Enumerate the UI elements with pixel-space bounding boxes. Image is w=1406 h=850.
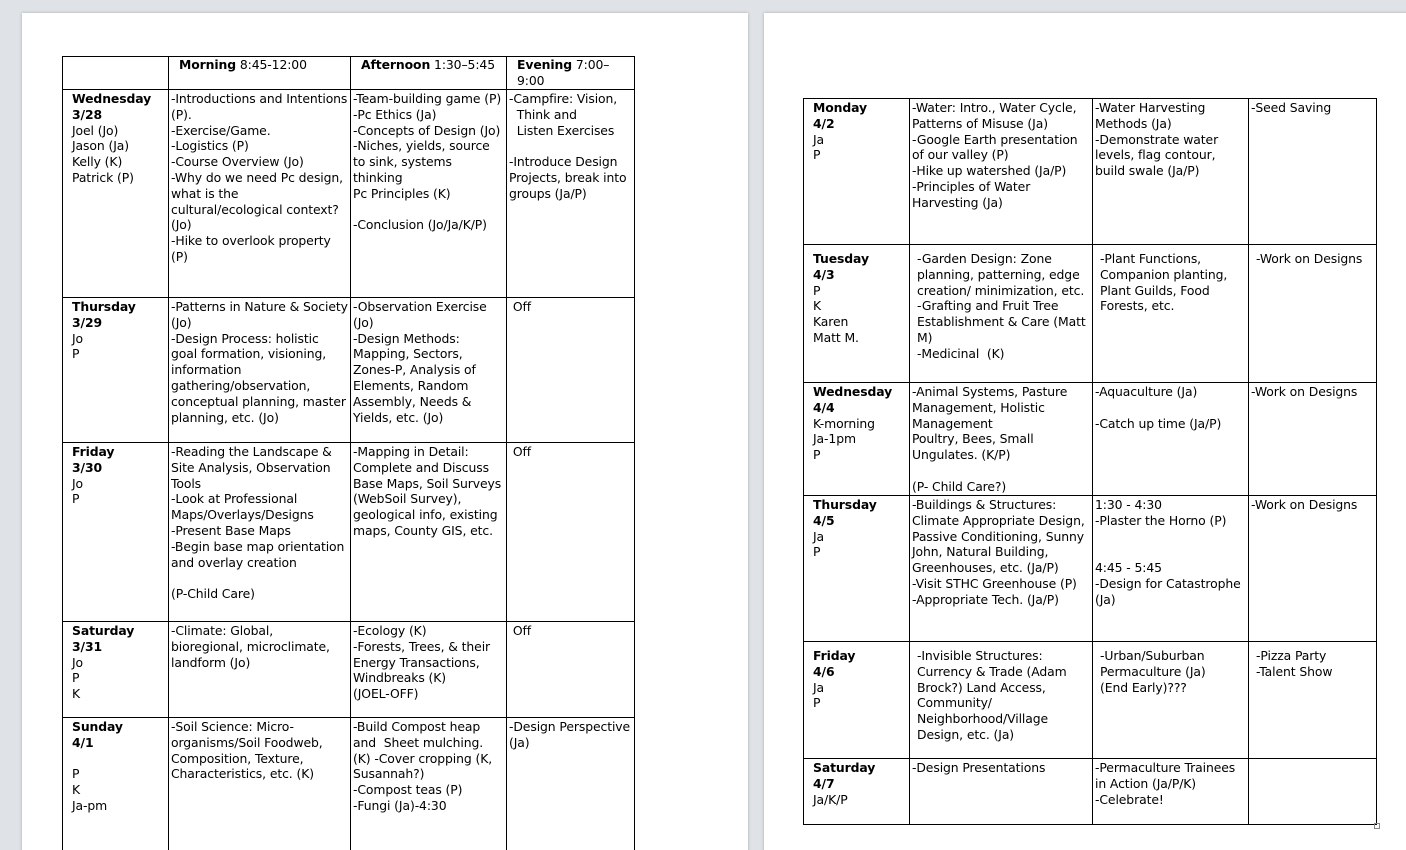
day-date: 4/1 <box>72 734 94 750</box>
day-cell <box>63 622 169 718</box>
afternoon-activity: -Permaculture Trainees in Action (Ja/P/K) <box>1095 760 1239 791</box>
instructor-name: Ja/K/P <box>813 791 848 807</box>
afternoon-activity <box>353 202 504 218</box>
afternoon-cell <box>351 90 507 298</box>
evening-activity: -Work on Designs <box>1251 384 1358 399</box>
morning-activity: -Introductions and Intentions (P). <box>171 91 352 122</box>
instructor-name: P <box>72 491 80 507</box>
afternoon-cell <box>1093 496 1249 642</box>
afternoon-activity: -Compost teas (P) <box>353 782 463 798</box>
afternoon-activity: -Plaster the Horno (P) <box>1095 512 1227 528</box>
day-cell <box>63 443 169 622</box>
afternoon-cell <box>351 298 507 443</box>
evening-activity: -Seed Saving <box>1251 100 1332 115</box>
evening-cell <box>1249 759 1377 825</box>
morning-activity: -Principles of Water Harvesting (Ja) <box>912 178 1035 210</box>
afternoon-activity: Pc Principles (K) <box>353 185 451 201</box>
evening-activity: -Work on Designs <box>1256 251 1363 266</box>
afternoon-activity <box>1095 544 1246 560</box>
instructor-name: P <box>813 544 821 560</box>
day-date: 4/4 <box>813 399 835 415</box>
morning-cell <box>169 718 351 850</box>
afternoon-activity: -Fungi (Ja)-4:30 <box>353 797 447 813</box>
table-row <box>63 298 635 443</box>
afternoon-cell <box>1093 99 1249 245</box>
afternoon-cell <box>1093 759 1249 825</box>
table-row <box>804 99 1377 245</box>
evening-cell <box>1249 383 1377 496</box>
instructor-name: Karen <box>813 314 849 330</box>
day-cell <box>63 298 169 443</box>
day-date: 4/2 <box>813 115 835 131</box>
morning-activity: -Design Process: holistic goal formation, visioning, information gathering/observation, conceptual planning, master planning, etc. (Jo) <box>171 330 350 425</box>
instructor-name: P <box>813 282 821 298</box>
day-date: 3/28 <box>72 106 102 122</box>
instructor-name: P <box>72 766 80 782</box>
table-row <box>804 759 1377 825</box>
instructor-name: P <box>813 447 821 463</box>
morning-activity <box>912 463 1090 479</box>
afternoon-activity: -Niches, yields, source to sink, systems thinking <box>353 138 494 185</box>
table-row <box>63 443 635 622</box>
instructor-name: P <box>72 670 80 686</box>
afternoon-activity: -Water Harvesting Methods (Ja) <box>1095 100 1210 131</box>
day-cell <box>63 718 169 850</box>
morning-activity: -Begin base map orientation and overlay creation <box>171 538 349 570</box>
afternoon-activity: -Catch up time (Ja/P) <box>1095 415 1222 431</box>
afternoon-activity: -Demonstrate water levels, flag contour, build swale (Ja/P) <box>1095 131 1222 179</box>
table-row <box>804 642 1377 759</box>
afternoon-activity <box>1095 529 1246 545</box>
instructor-name: P <box>813 147 821 163</box>
day-name: Saturday <box>813 760 876 775</box>
afternoon-cell <box>1093 642 1249 759</box>
evening-cell <box>1249 99 1377 245</box>
morning-activity: -Design Presentations <box>912 760 1046 775</box>
instructor-name: Matt M. <box>813 329 859 345</box>
morning-cell <box>910 642 1093 759</box>
morning-activity: -Visit STHC Greenhouse (P) <box>912 575 1077 591</box>
instructor-name: Kelly (K) <box>72 154 123 170</box>
evening-activity: -Talent Show <box>1256 663 1333 679</box>
afternoon-activity: -Design Methods: Mapping, Sectors, Zones-P, Analysis of Elements, Random Assembly, Needs & Yields, etc. (Jo) <box>353 330 480 425</box>
afternoon-activity: -Team-building game (P) <box>353 91 502 106</box>
morning-activity: -Water: Intro., Water Cycle, Patterns of Misuse (Ja) <box>912 100 1081 131</box>
morning-activity: -Invisible Structures: Currency & Trade (Adam Brock?) Land Access, Community/ Neighborhood/Village Design, etc. (Ja) <box>917 648 1071 742</box>
day-date: 3/30 <box>72 459 102 475</box>
afternoon-activity: -Mapping in Detail: Complete and Discuss Base Maps, Soil Surveys (WebSoil Survey), geological info, existing maps, County GIS, etc. <box>353 444 505 538</box>
morning-cell <box>910 383 1093 496</box>
morning-activity: -Logistics (P) <box>171 138 249 154</box>
morning-activity: -Look at Professional Maps/Overlays/Designs <box>171 491 314 523</box>
morning-activity: -Reading the Landscape & Site Analysis, Observation Tools <box>171 444 336 491</box>
morning-activity: -Patterns in Nature & Society (Jo) <box>171 299 352 330</box>
morning-activity <box>171 570 348 586</box>
day-date: 3/29 <box>72 314 102 330</box>
day-date: 4/7 <box>813 775 835 791</box>
morning-activity: -Buildings & Structures: Climate Appropriate Design, Passive Conditioning, Sunny John, Natural Building, Greenhouses, etc. (Ja/P) <box>912 497 1089 576</box>
instructor-name: P <box>813 695 821 711</box>
afternoon-activity: -Plant Functions, Companion planting, Plant Guilds, Food Forests, etc. <box>1100 251 1232 314</box>
afternoon-activity: -Conclusion (Jo/Ja/K/P) <box>353 217 487 233</box>
day-name: Wednesday <box>813 384 893 399</box>
morning-cell <box>910 245 1093 383</box>
evening-cell <box>507 298 635 443</box>
day-cell <box>804 99 910 245</box>
instructor-name: Jo <box>72 475 84 491</box>
afternoon-activity: -Forests, Trees, & their Energy Transactions, Windbreaks (K) <box>353 638 494 686</box>
evening-cell <box>1249 496 1377 642</box>
instructor-name: P <box>72 346 80 362</box>
morning-cell <box>169 90 351 298</box>
evening-activity: -Design Perspective (Ja) <box>509 719 634 750</box>
day-name: Wednesday <box>72 91 152 106</box>
morning-activity: (P-Child Care) <box>171 586 255 602</box>
afternoon-activity: -Build Compost heap and Sheet mulching. (K) -Cover cropping (K, Susannah?) <box>353 719 496 782</box>
header-afternoon: Afternoon 1:30–5:45 <box>351 57 507 90</box>
header-evening: Evening 7:00–9:00 <box>507 57 635 90</box>
afternoon-cell <box>351 443 507 622</box>
instructor-name: Ja-1pm <box>813 431 856 447</box>
morning-activity: -Hike up watershed (Ja/P) <box>912 163 1067 179</box>
evening-cell <box>507 622 635 718</box>
afternoon-activity: -Design for Catastrophe (Ja) <box>1095 575 1245 607</box>
instructor-name: Ja <box>813 679 825 695</box>
evening-activity: -Campfire: Vision, <box>509 91 618 106</box>
instructor-name: K <box>72 782 81 798</box>
evening-activity <box>509 138 632 154</box>
instructor-name: K <box>72 686 81 702</box>
instructor-name: Jo <box>72 330 84 346</box>
afternoon-activity: -Ecology (K) <box>353 623 427 638</box>
instructor-name: K-morning <box>813 415 875 431</box>
day-cell <box>804 383 910 496</box>
evening-activity: Off <box>509 444 532 459</box>
header-day-cell <box>63 57 169 90</box>
day-name: Thursday <box>813 497 877 512</box>
day-name: Saturday <box>72 623 135 638</box>
document-page-1 <box>22 13 748 850</box>
day-cell <box>804 642 910 759</box>
afternoon-activity: -Aquaculture (Ja) <box>1095 384 1198 399</box>
table-row <box>804 496 1377 642</box>
afternoon-activity: (JOEL-OFF) <box>353 686 419 702</box>
instructor-name: Ja-pm <box>72 797 108 813</box>
morning-activity: Poultry, Bees, Small Ungulates. (K/P) <box>912 431 1038 463</box>
evening-activity: Off <box>509 623 532 638</box>
morning-cell <box>169 443 351 622</box>
evening-cell <box>507 718 635 850</box>
morning-activity: -Course Overview (Jo) <box>171 154 304 170</box>
instructor-name: Ja <box>813 131 825 147</box>
instructor-name: Ja <box>813 528 825 544</box>
evening-activity: Off <box>509 299 532 314</box>
morning-cell <box>169 622 351 718</box>
evening-activity: -Introduce Design Projects, break into groups (Ja/P) <box>509 154 631 201</box>
day-name: Tuesday <box>813 251 869 266</box>
morning-activity: -Why do we need Pc design, what is the cultural/ecological context? (Jo) <box>171 169 347 233</box>
morning-activity: -Hike to overlook property (P) <box>171 233 335 264</box>
afternoon-activity: -Concepts of Design (Jo) <box>353 122 501 138</box>
afternoon-cell <box>351 718 507 850</box>
morning-cell <box>910 99 1093 245</box>
header-morning: Morning 8:45-12:00 <box>169 57 351 90</box>
day-name: Sunday <box>72 719 123 734</box>
afternoon-activity: 1:30 - 4:30 <box>1095 497 1162 512</box>
afternoon-activity: -Urban/Suburban Permaculture (Ja) <box>1100 648 1209 679</box>
evening-activity: -Work on Designs <box>1251 497 1358 512</box>
morning-activity: -Present Base Maps <box>171 522 291 538</box>
afternoon-cell <box>1093 383 1249 496</box>
schedule-table-week-1 <box>62 56 635 850</box>
table-row <box>63 622 635 718</box>
evening-activity: Listen Exercises <box>509 122 615 138</box>
day-cell <box>804 759 910 825</box>
morning-activity: -Garden Design: Zone planning, patterning, edge creation/ minimization, etc. <box>917 251 1085 298</box>
morning-activity: -Climate: Global, bioregional, microclimate, landform (Jo) <box>171 623 334 670</box>
day-name: Friday <box>813 648 856 663</box>
day-name: Monday <box>813 100 867 115</box>
day-name: Thursday <box>72 299 136 314</box>
morning-activity: -Exercise/Game. <box>171 122 271 138</box>
day-date: 4/5 <box>813 512 835 528</box>
instructor-name: Joel (Jo) <box>72 122 119 138</box>
instructor-name <box>72 751 166 767</box>
day-cell <box>804 245 910 383</box>
morning-activity: -Grafting and Fruit Tree Establishment & Care (Matt M) <box>917 298 1090 345</box>
instructor-name: Jason (Ja) <box>72 138 129 154</box>
morning-activity: -Medicinal (K) <box>917 345 1005 361</box>
document-page-2 <box>764 13 1406 850</box>
table-row <box>804 245 1377 383</box>
morning-activity: -Appropriate Tech. (Ja/P) <box>912 591 1059 607</box>
morning-activity: -Google Earth presentation of our valley (P) <box>912 131 1082 163</box>
day-cell <box>63 90 169 298</box>
afternoon-activity: -Pc Ethics (Ja) <box>353 106 437 122</box>
day-date: 4/3 <box>813 266 835 282</box>
morning-activity: -Soil Science: Micro-organisms/Soil Foodweb, Composition, Texture, Characteristics, etc. (K) <box>171 719 327 782</box>
table-row <box>63 718 635 850</box>
table-header-row <box>63 57 635 90</box>
morning-cell <box>910 759 1093 825</box>
table-row <box>804 383 1377 496</box>
afternoon-activity: 4:45 - 5:45 <box>1095 560 1162 576</box>
evening-activity: -Pizza Party <box>1256 648 1327 663</box>
afternoon-activity: -Celebrate! <box>1095 791 1164 807</box>
day-cell <box>804 496 910 642</box>
instructor-name: K <box>813 298 822 314</box>
day-name: Friday <box>72 444 115 459</box>
afternoon-activity: -Observation Exercise (Jo) <box>353 299 491 330</box>
day-date: 3/31 <box>72 638 102 654</box>
morning-activity: -Animal Systems, Pasture Management, Holistic Management <box>912 384 1072 431</box>
schedule-table-week-2 <box>803 98 1377 825</box>
instructor-name: Patrick (P) <box>72 169 134 185</box>
morning-cell <box>910 496 1093 642</box>
afternoon-cell <box>351 622 507 718</box>
evening-cell <box>507 90 635 298</box>
evening-cell <box>507 443 635 622</box>
afternoon-activity: (End Early)??? <box>1100 679 1187 695</box>
evening-cell <box>1249 245 1377 383</box>
morning-activity: (P- Child Care?) <box>912 478 1007 494</box>
afternoon-activity <box>1095 400 1246 416</box>
instructor-name: Jo <box>72 654 84 670</box>
morning-cell <box>169 298 351 443</box>
day-date: 4/6 <box>813 663 835 679</box>
afternoon-cell <box>1093 245 1249 383</box>
evening-cell <box>1249 642 1377 759</box>
evening-activity: Think and <box>509 106 577 122</box>
table-row <box>63 90 635 298</box>
table-resize-handle[interactable] <box>1374 823 1380 829</box>
